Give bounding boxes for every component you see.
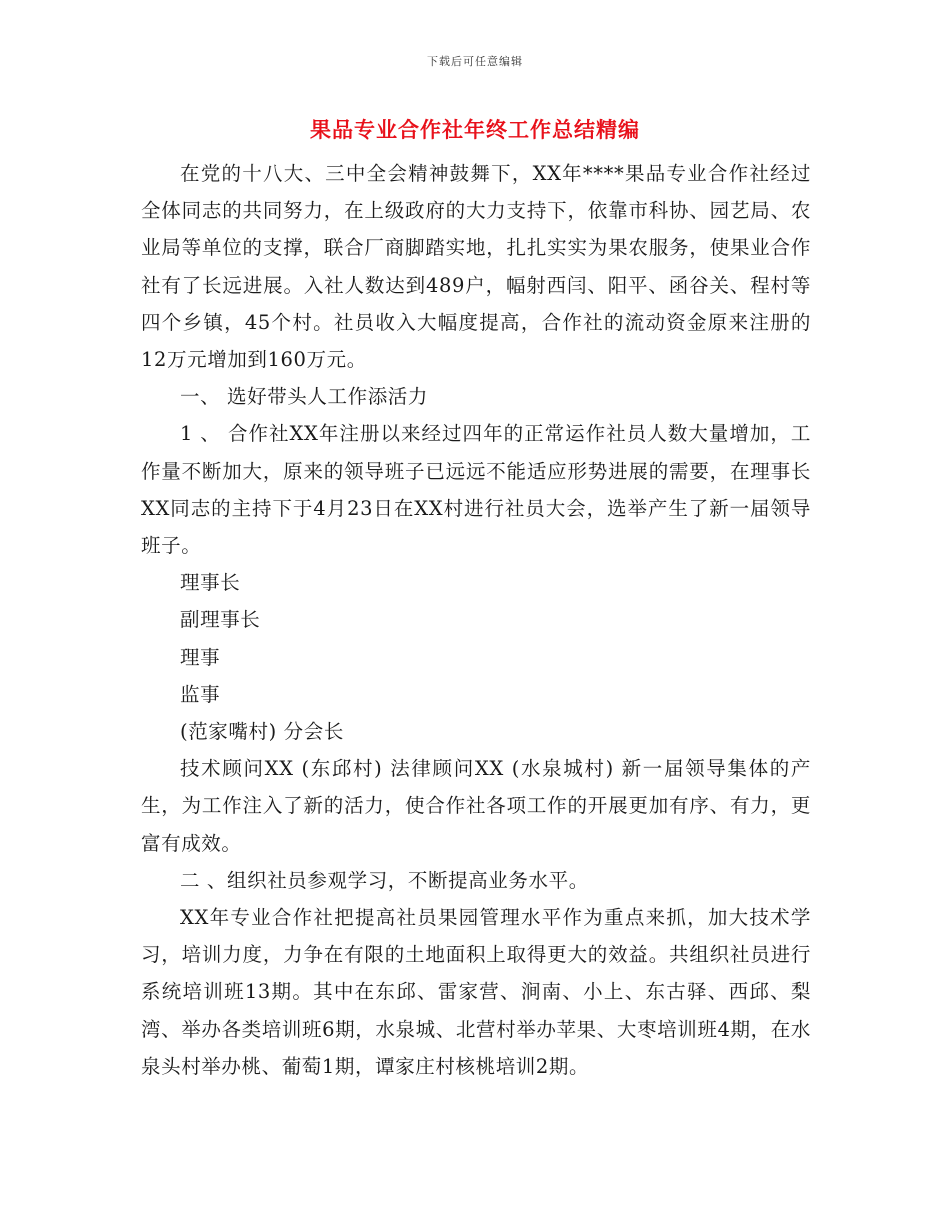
document-title: 果品专业合作社年终工作总结精编: [310, 117, 640, 142]
role-supervisor: 监事: [180, 682, 221, 706]
paragraph-intro: 在党的十八大、三中全会精神鼓舞下，XX年****果品专业合作社经过全体同志的共同努力，在上级政府的大力支持下，依靠市科协、园艺局、农业局等单位的支撑，联合厂商脚踏实地，扎扎实实为果农服务，使果业合作社有了长远进展。入社人数达到489户，幅射西闫、阳平、函谷关、程村等四个乡镇，45个村。社员收入大幅度提高，合作社的流动资金原来注册的12万元增加到160万元。: [141, 162, 811, 372]
document-body: [141, 155, 811, 1085]
paragraph-leadership: 1 、 合作社XX年注册以来经过四年的正常运作社员人数大量增加，工作量不断加大，原来的领导班子已远远不能适应形势进展的需要，在理事长XX同志的主持下于4月23日在XX村进行社员大会，选举产生了新一届领导班子。: [141, 422, 811, 558]
role-vice-chairman: 副理事长: [180, 608, 261, 632]
section-heading-2: 二 、组织社员参观学习，不断提高业务水平。: [180, 868, 589, 892]
section-heading-1: 一、 选好带头人工作添活力: [180, 385, 428, 409]
role-director: 理事: [180, 645, 221, 669]
paragraph-advisors: 技术顾问XX (东邱村) 法律顾问XX (水泉城村) 新一届领导集体的产生，为工作注入了新的活力，使合作社各项工作的开展更加有序、有力，更富有成效。: [141, 757, 811, 855]
role-branch-head: (范家嘴村) 分会长: [180, 720, 344, 744]
header-note: 下载后可任意编辑: [427, 55, 523, 68]
role-chairman: 理事长: [180, 571, 241, 595]
paragraph-training: XX年专业合作社把提高社员果园管理水平作为重点来抓，加大技术学习，培训力度，力争在有限的土地面积上取得更大的效益。共组织社员进行系统培训班13期。其中在东邱、雷家营、涧南、小上、东古驿、西邱、梨湾、举办各类培训班6期，水泉城、北营村举办苹果、大枣培训班4期，在水泉头村举办桃、葡萄1期，谭家庄村核桃培训2期。: [141, 906, 811, 1078]
